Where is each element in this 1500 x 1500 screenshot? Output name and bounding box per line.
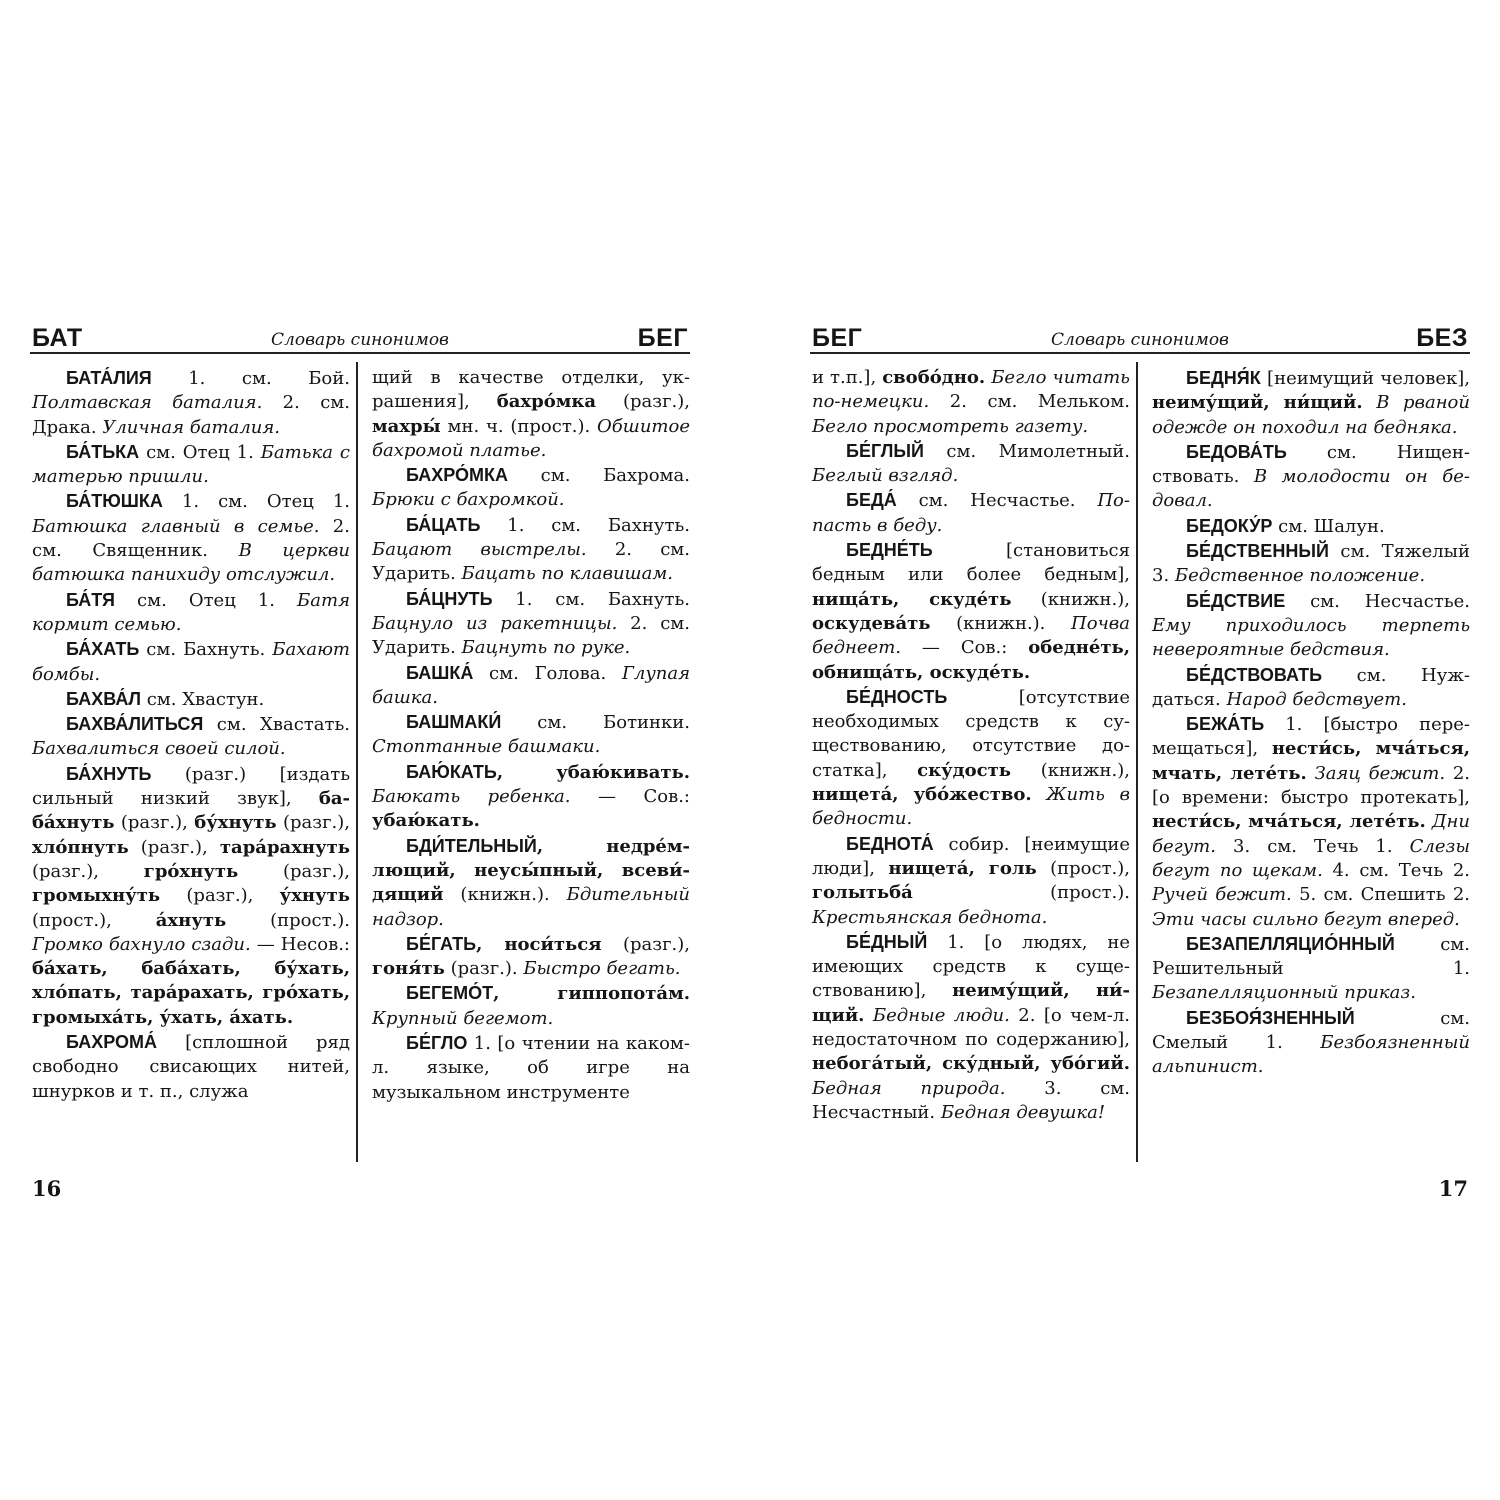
example: Заяц бежит.: [1314, 762, 1446, 784]
example: Брюки с бахромкой.: [372, 489, 565, 511]
entry-text: 4. см. Течь 2.: [1322, 859, 1470, 881]
entry-text: и т.п.],: [812, 367, 883, 388]
entry-text: [неимущий человек],: [1260, 368, 1470, 389]
columns: [30, 354, 690, 1166]
example: Громко бахнуло сзади.: [32, 933, 251, 955]
dictionary-entry: [32, 637, 350, 687]
headword: БА́ХАТЬ: [66, 639, 140, 660]
entry-text: см. Голова.: [473, 662, 622, 684]
headword: БЕГЕМО́Т: [406, 983, 494, 1004]
example: Народ бедствует.: [1226, 688, 1407, 710]
synonym: баба́хнуть: [32, 788, 350, 834]
example: Бахвалиться своей силой.: [32, 738, 286, 760]
entry-text: 1. см. Бахнуть.: [480, 514, 690, 536]
entry-column: [812, 366, 1130, 1125]
columns: [810, 354, 1470, 1166]
entry-text: (разг.),: [276, 812, 351, 834]
synonym: обедне́ть, обнища́ть, оскуде́ть.: [812, 637, 1130, 683]
dictionary-entry: [32, 687, 350, 712]
entry-text: см. Нищенствовать.: [1152, 441, 1470, 488]
entry-text: — Сов.:: [901, 637, 1029, 659]
entry-text: мн. ч. (прост.).: [440, 415, 598, 437]
example: Глупая башка.: [372, 662, 690, 708]
dictionary-entry: [812, 832, 1130, 930]
entry-text: 2. см. Ударить.: [372, 539, 690, 585]
entry-text: см. Нуждаться.: [1152, 664, 1470, 710]
entry-column: [372, 366, 690, 1105]
synonym: неиму́щий, ни́щий.: [1152, 392, 1363, 414]
entry-text: (прост.),: [32, 909, 156, 931]
headword: БЕЗАПЕЛЛЯЦИО́ННЫЙ: [1186, 933, 1395, 954]
dictionary-entry: [32, 762, 350, 1030]
entry-text: см. Мимолетный.: [923, 440, 1130, 462]
example: Бегло просмотреть газету.: [812, 415, 1089, 437]
synonym: свобо́дно.: [882, 367, 986, 388]
example: Бацать по клавишам.: [461, 563, 673, 585]
example: Попасть в беду.: [812, 490, 1130, 536]
example: Дни бегут.: [1152, 811, 1470, 857]
headword: БАХРО́МКА: [406, 465, 509, 486]
example: Слезы бегут по щекам.: [1152, 835, 1470, 881]
headword: БАХВА́Л: [66, 688, 141, 709]
headword: БЕ́ДНЫЙ: [846, 931, 928, 952]
dictionary-entry: [812, 366, 1130, 439]
dictionary-entry: [372, 760, 690, 834]
synonym: громыхну́ть: [32, 885, 161, 907]
headword: БА́ХНУТЬ: [66, 763, 152, 784]
dictionary-entry: [1152, 440, 1470, 514]
entry-text: (разг.),: [128, 836, 220, 858]
example: Бегло читать по-немецки.: [812, 367, 1130, 413]
example: Бацнуло из ракетницы.: [372, 612, 618, 634]
entry-text: (разг.),: [32, 860, 144, 882]
example: Крупный бегемот.: [372, 1007, 554, 1029]
synonym: бу́хнуть: [194, 812, 277, 834]
example: Бедственное положение.: [1174, 565, 1426, 587]
entry-text: 2. [о чем-л. недостаточном по содержанию],: [812, 1004, 1130, 1051]
dictionary-entry: [1152, 366, 1470, 440]
dictionary-entry: [32, 588, 350, 638]
headword: БАШКА́: [406, 662, 474, 683]
entry-text: (прост.).: [226, 909, 350, 931]
entry-text: 1. [о чтении на каком-л. языке, об игре на музыкальном инструменте: [372, 1033, 690, 1103]
example: В рваной одежде он походил на бедняка.: [1152, 392, 1470, 438]
dictionary-entry: [372, 981, 690, 1031]
example: Безбоязненный альпинист.: [1152, 1032, 1470, 1078]
dictionary-entry: [372, 834, 690, 932]
entry-text: 5. см. Спешить 2.: [1291, 884, 1471, 906]
left-page: [30, 322, 690, 1201]
synonym: неиму́щий, ни́щий.: [812, 980, 1130, 1026]
synonym: махры́: [372, 415, 441, 437]
page-number: 16: [32, 1176, 62, 1201]
headword: БА́ТЯ: [66, 589, 115, 610]
entry-text: щий в качестве отделки, украшения],: [372, 367, 690, 413]
example: Бдительный надзор.: [372, 884, 690, 930]
headword: БА́ТЮШКА: [66, 491, 163, 512]
example: Бацают выстрелы.: [372, 539, 587, 561]
entry-text: 1. см. Бахнуть.: [492, 588, 690, 610]
entry-text: см. Несчастье.: [1285, 590, 1470, 612]
running-header: [810, 322, 1470, 354]
entry-text: — Сов.:: [570, 786, 690, 808]
synonym: , убаю́кивать.: [496, 761, 690, 783]
entry-text: (книжн.).: [443, 884, 567, 906]
entry-text: см. Смелый 1.: [1152, 1007, 1470, 1054]
example: Полтавская баталия.: [32, 392, 263, 414]
synonym: бахро́мка: [496, 391, 597, 413]
dictionary-entry: [812, 685, 1130, 832]
example: Батя кормит семью.: [32, 589, 350, 635]
dictionary-entry: [32, 440, 350, 490]
example: Быстро бегать.: [523, 958, 681, 980]
synonym: , гиппопота́м.: [493, 983, 690, 1005]
entry-text: 1. см. Бой.: [151, 368, 350, 389]
entry-text: [1363, 392, 1377, 413]
column-divider: [1136, 362, 1138, 1162]
entry-text: см. Несчастье.: [896, 490, 1098, 512]
entry-text: 2. см. Драка.: [32, 392, 351, 438]
header-left-guide-word: БЕГ: [812, 324, 863, 352]
dictionary-entry: [372, 587, 690, 661]
dictionary-entry: [812, 439, 1130, 489]
synonym: нищета́, убо́жество.: [812, 784, 1032, 806]
entry-text: 3. см. Течь 1.: [1215, 835, 1410, 857]
headword: БЕ́ГЛО: [406, 1033, 468, 1054]
headword: БА́ЦНУТЬ: [406, 588, 493, 609]
entry-column: [1152, 366, 1470, 1080]
header-right-guide-word: БЕЗ: [1416, 324, 1468, 352]
synonym: ба́хать, баба́хать, бу́хать, хло́пать, тара́рахать, гро́хать, громыха́ть, у́хать, а́хать.: [32, 958, 350, 1028]
entry-text: (разг.),: [596, 391, 690, 413]
headword: БА́ЦАТЬ: [406, 514, 481, 535]
example: Бацнуть по руке.: [461, 637, 631, 659]
synonym: нищета́, голь: [888, 857, 1037, 879]
entry-text: (разг.) [издать сильный низкий звук],: [32, 763, 350, 810]
dictionary-entry: [1152, 589, 1470, 663]
dictionary-entry: [372, 463, 690, 513]
entry-text: см. Хвастун.: [141, 688, 265, 710]
dictionary-entry: [32, 712, 350, 762]
synonym: тара́рахнуть: [219, 836, 350, 858]
entry-text: см. Решительный 1.: [1152, 933, 1470, 980]
dictionary-entry: [1152, 1006, 1470, 1080]
entry-text: 1. [о людях, не имеющих средств к существованию],: [812, 931, 1130, 1002]
example: Беглый взгляд.: [812, 465, 959, 487]
synonym: гоня́ть: [372, 958, 445, 980]
headword: БЕДОВА́ТЬ: [1186, 441, 1287, 462]
headword: БЕ́ДНОСТЬ: [846, 686, 948, 707]
running-header: [30, 322, 690, 354]
dictionary-entry: [812, 538, 1130, 685]
entry-text: (разг.),: [601, 933, 690, 955]
example: Ручей бежит.: [1152, 884, 1292, 906]
entry-text: (книжн.),: [1011, 588, 1131, 610]
entry-text: см. Отец 1.: [139, 441, 261, 463]
entry-text: см. Хвастать.: [203, 714, 350, 736]
example: Батька с матерью пришли.: [32, 441, 350, 488]
entry-text: 2. см. Мельком.: [929, 391, 1130, 413]
synonym: голытьба́: [812, 882, 913, 904]
page-number: 17: [1438, 1176, 1468, 1201]
headword: БЕДНОТА́: [846, 833, 934, 854]
synonym: а́хнуть: [155, 909, 227, 931]
example: Стоптанные башмаки.: [372, 736, 601, 758]
entry-text: 2. см. Священник.: [32, 515, 350, 562]
entry-text: (разг.),: [160, 885, 280, 907]
dictionary-entry: [32, 366, 350, 440]
entry-text: [сплошной ряд свободно свисающих нитей, шнурков и т. п., служа: [32, 1032, 350, 1102]
entry-text: 3. см. Несчастный.: [812, 1077, 1131, 1123]
entry-text: [864, 1005, 872, 1026]
entry-text: см. Ботинки.: [501, 712, 690, 734]
example: Бедная девушка!: [940, 1101, 1106, 1123]
dictionary-entry: [812, 488, 1130, 538]
headword: БАХРОМА́: [66, 1032, 158, 1053]
headword: БЕДНЯ́К: [1186, 368, 1261, 388]
headword: БЕ́ДСТВИЕ: [1186, 590, 1286, 611]
synonym: , носи́ться: [476, 933, 602, 955]
headword: БЕДА́: [846, 490, 897, 511]
synonym: хло́пнуть: [32, 836, 129, 858]
entry-text: (книжн.).: [930, 612, 1072, 634]
headword: БАХВА́ЛИТЬСЯ: [66, 714, 204, 735]
entry-text: (разг.),: [238, 860, 351, 882]
synonym: ску́дость: [917, 759, 1011, 781]
headword: БАШМАКИ́: [406, 712, 502, 733]
dictionary-entry: [372, 513, 690, 587]
headword: БЕ́ГЛЫЙ: [846, 440, 924, 461]
header-left-guide-word: БАТ: [32, 324, 83, 352]
synonym: нища́ть, скуде́ть: [812, 588, 1012, 610]
entry-text: 1. [быстро перемещаться],: [1152, 714, 1470, 760]
dictionary-entry: [372, 932, 690, 982]
dictionary-entry: [1152, 514, 1470, 539]
entry-text: см. Тяжелый 3.: [1152, 541, 1470, 587]
right-page: [810, 322, 1471, 1201]
example: Уличная баталия.: [102, 416, 281, 438]
headword: БЕЗБОЯ́ЗНЕННЫЙ: [1186, 1007, 1355, 1028]
column-divider: [356, 362, 358, 1162]
example: Батюшка главный в семье.: [32, 515, 320, 537]
header-right-guide-word: БЕГ: [637, 324, 688, 352]
dictionary-entry: [1152, 712, 1470, 932]
entry-text: (разг.),: [114, 812, 195, 834]
synonym: нести́сь, мча́ться, лете́ть.: [1152, 811, 1426, 833]
headword: БЕЖА́ТЬ: [1186, 714, 1265, 735]
entry-text: (книжн.),: [1011, 759, 1130, 781]
entry-text: см. Бахнуть.: [139, 639, 273, 661]
entry-text: (прост.).: [912, 882, 1130, 904]
dictionary-entry: [32, 489, 350, 587]
entry-text: 2. [о времени: быстро протекать],: [1152, 762, 1470, 809]
example: В церкви батюшка панихиду отслужил.: [32, 540, 350, 586]
entry-text: 2. см. Ударить.: [372, 612, 690, 659]
example: Эти часы сильно бегут вперед.: [1152, 908, 1460, 930]
headword: БЕДНЕ́ТЬ: [846, 540, 933, 561]
synonym: у́хнуть: [279, 885, 350, 907]
synonym: , недре́млющий, неусы́пный, всеви́дящий: [372, 835, 690, 906]
example: Баюкать ребенка.: [372, 786, 571, 808]
entry-text: [отсутствие необходимых средств к существованию, отсутствие достатка],: [812, 686, 1130, 781]
example: Крестьянская беднота.: [812, 906, 1048, 928]
example: Бахают бомбы.: [32, 639, 350, 685]
dictionary-entry: [812, 930, 1130, 1125]
header-title: Словарь синонимов: [271, 330, 449, 350]
entry-text: см. Шалун.: [1272, 515, 1385, 537]
dictionary-entry: [1152, 663, 1470, 713]
header-title: Словарь синонимов: [1051, 330, 1229, 350]
headword: БЕ́ДСТВОВАТЬ: [1186, 664, 1323, 685]
headword: БЕДОКУ́Р: [1186, 515, 1273, 536]
dictionary-entry: [372, 661, 690, 711]
example: Бедные люди.: [872, 1004, 1010, 1026]
entry-text: — Несов.:: [250, 933, 350, 955]
entry-text: (разг.).: [444, 958, 524, 980]
example: Бедная природа.: [812, 1077, 1006, 1099]
example: Почва беднеет.: [812, 612, 1130, 659]
entry-text: см. Бахрома.: [508, 465, 690, 487]
entry-text: (прост.),: [1036, 857, 1131, 879]
headword: БЕ́ДСТВЕННЫЙ: [1186, 541, 1329, 562]
dictionary-entry: [372, 1031, 690, 1105]
headword: БА́ТЬКА: [66, 441, 140, 462]
synonym: оскудева́ть: [812, 612, 931, 634]
headword: БЕ́ГАТЬ: [406, 933, 477, 954]
synonym: убаю́кать.: [372, 810, 480, 832]
headword: БАЮ́КАТЬ: [406, 761, 497, 782]
entry-text: собир. [неимущие люди],: [812, 833, 1130, 879]
entry-text: [1032, 784, 1047, 805]
example: Обшитое бахромой платье.: [372, 415, 690, 461]
example: Жить в бедности.: [812, 784, 1130, 830]
example: Ему приходилось терпеть невероятные бедствия.: [1152, 614, 1470, 661]
example: Безапелляционный приказ.: [1152, 982, 1416, 1004]
dictionary-entry: [372, 710, 690, 760]
headword: БДИ́ТЕЛЬНЫЙ: [406, 835, 537, 856]
dictionary-entry: [1152, 539, 1470, 589]
example: В молодости он бедовал.: [1152, 466, 1470, 512]
entry-text: [становиться бедным или более бедным],: [812, 540, 1130, 586]
entry-column: [32, 366, 350, 1104]
synonym: гро́хнуть: [143, 860, 239, 882]
entry-text: 1. см. Отец 1.: [162, 491, 350, 513]
dictionary-entry: [32, 1030, 350, 1104]
synonym: небога́тый, ску́дный, убо́гий.: [812, 1053, 1130, 1075]
dictionary-entry: [372, 366, 690, 463]
headword: БАТА́ЛИЯ: [66, 368, 152, 388]
dictionary-entry: [1152, 932, 1470, 1006]
synonym: нести́сь, мча́ться, мчать, лете́ть.: [1152, 738, 1471, 784]
entry-text: см. Отец 1.: [114, 589, 298, 611]
